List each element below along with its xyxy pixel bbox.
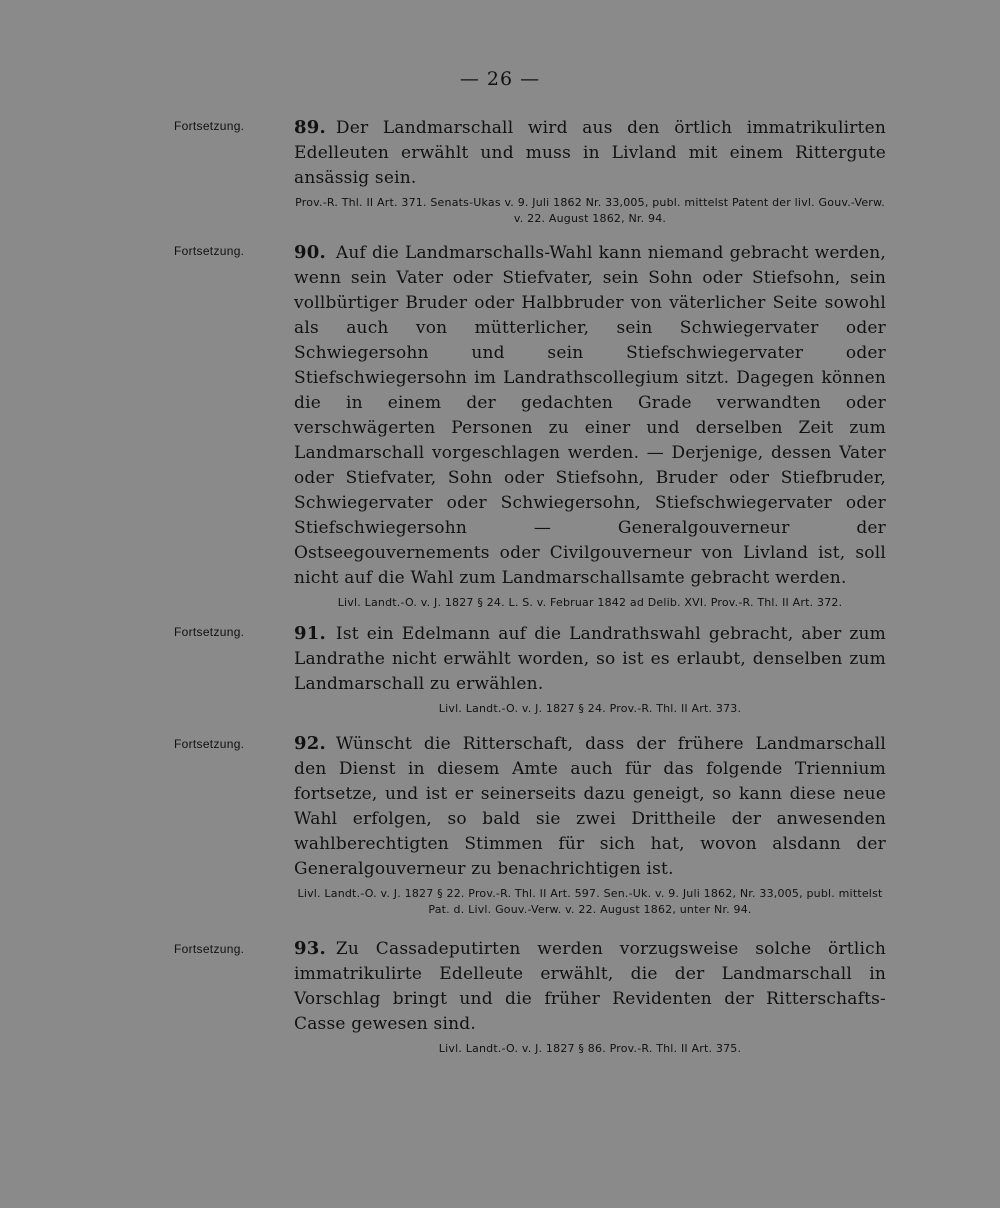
legal-reference: Livl. Landt.-O. v. J. 1827 § 24. L. S. v. Februar 1842 ad Delib. XVI. Prov.-R. Thl. II Art. 372. — [337, 596, 843, 609]
section-number: 90. — [294, 242, 326, 263]
legal-reference: Livl. Landt.-O. v. J. 1827 § 22. Prov.-R. Thl. II Art. 597. Sen.-Uk. v. 9. Juli 1862, Nr. 33,005, publ. mittelst Pat. d. Livl. Gouv.-Verw. v. 22. August 1862, unter Nr. 94. — [297, 887, 883, 916]
section-text: Wünscht die Ritterschaft, dass der frühere Landmarschall den Dienst in diesem Amte auch für das folgende Triennium fortsetze, und ist er seinerseits dazu geneigt, so kann diese neue Wahl erfolgen, so bald sie zwei Drittheile der anwesenden wahlberechtigten Stimmen für sich hat, wovon alsdann der Generalgouverneur zu benachrichtigen ist. — [294, 734, 886, 879]
margin-note: Fortsetzung. — [174, 942, 245, 956]
legal-reference: Livl. Landt.-O. v. J. 1827 § 86. Prov.-R. Thl. II Art. 375. — [438, 1042, 742, 1055]
section-number: 89. — [294, 117, 326, 138]
margin-note: Fortsetzung. — [174, 119, 245, 133]
legal-reference: Livl. Landt.-O. v. J. 1827 § 24. Prov.-R. Thl. II Art. 373. — [438, 702, 742, 715]
section-text: Ist ein Edelmann auf die Landrathswahl gebracht, aber zum Landrathe nicht erwählt worden, so ist es erlaubt, denselben zum Landmarschall zu erwählen. — [294, 624, 886, 694]
section-text: Der Landmarschall wird aus den örtlich immatrikulirten Edelleuten erwählt und muss in Livland mit einem Rittergute ansässig sein. — [294, 118, 886, 188]
margin-note: Fortsetzung. — [174, 625, 245, 639]
section-text: Zu Cassadeputirten werden vorzugsweise solche örtlich immatrikulirte Edelleute erwählt, die der Landmarschall in Vorschlag bringt und die früher Revidenten der Ritterschafts-Casse gewesen sind. — [294, 939, 886, 1034]
section-number: 92. — [294, 733, 326, 754]
section-text: Auf die Landmarschalls-Wahl kann niemand gebracht werden, wenn sein Vater oder Stiefvater, sein Sohn oder Stiefsohn, sein vollbürtiger Bruder oder Halbbruder von väterlicher Seite sowohl als auch von mütterlicher, sein Schwiegervater oder Schwiegersohn und sein Stiefschwiegervater oder Stiefschwiegersohn im Landrathscollegium sitzt. Dagegen können die in einem der gedachten Grade verwandten oder verschwägerten Personen zu einer und derselben Zeit zum Landmarschall vorgeschlagen werden. — Derjenige, dessen Vater oder Stiefvater, Sohn oder Stiefsohn, Bruder oder Stiefbruder, Schwiegervater oder Schwiegersohn, Stiefschwiegervater oder Stiefschwiegersohn — Generalgouverneur der Ostseegouvernements oder Civilgouverneur von Livland ist, soll nicht auf die Wahl zum Landmarschallsamte gebracht werden. — [294, 243, 886, 588]
page-number: — 26 — — [459, 68, 541, 90]
section-body — [294, 115, 886, 227]
legal-reference: Prov.-R. Thl. II Art. 371. Senats-Ukas v. 9. Juli 1862 Nr. 33,005, publ. mittelst Patent der livl. Gouv.-Verw. v. 22. August 1862, Nr. 94. — [295, 196, 885, 225]
section-number: 91. — [294, 623, 326, 644]
section-body — [294, 621, 886, 717]
margin-note: Fortsetzung. — [174, 737, 245, 751]
section-body — [294, 731, 886, 918]
section-number: 93. — [294, 938, 326, 959]
margin-note: Fortsetzung. — [174, 244, 245, 258]
section-body — [294, 936, 886, 1057]
section-body — [294, 240, 886, 611]
